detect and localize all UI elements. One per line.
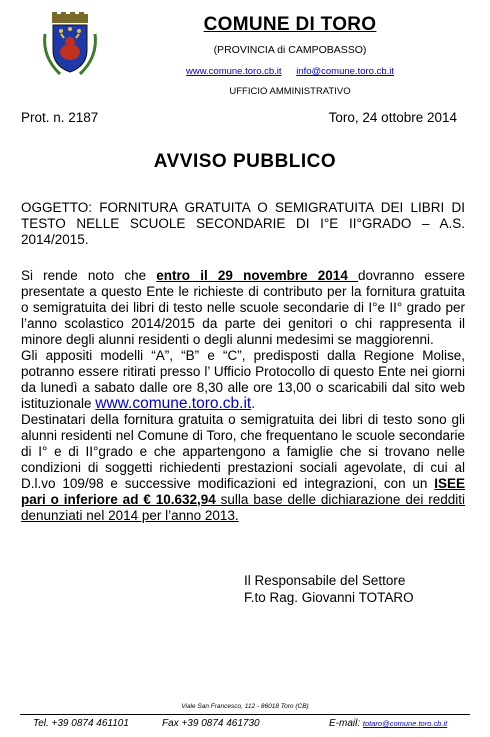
signature-role: Il Responsabile del Settore [244,573,406,588]
municipal-crest-icon [40,12,100,78]
notice-body [21,268,465,524]
signature-name: F.to Rag. Giovanni TOTARO [244,590,414,605]
deadline-text: entro il 29 novembre 2014 [156,268,359,283]
footer-telephone: Tel. +39 0874 461101 [33,718,129,729]
place-date: Toro, 24 ottobre 2014 [328,110,457,125]
header-links [110,66,470,77]
paragraph2-text: Gli appositi modelli “A”, “B” e “C”, predisposti dalla Regione Molise, potranno essere ritirati presso l’ Ufficio Protocollo di questo Ente nei giorni da lunedì a sabato dalle ore 8,30 alle ore 13,00 o scaricabili dal sito web istituzionale [21,348,465,411]
footer-email-label: E-mail: [329,718,363,729]
website-link[interactable]: www.comune.toro.cb.it [185,66,282,77]
notice-title: AVVISO PUBBLICO [153,151,337,172]
paragraph1-intro: Si rende noto che [21,268,157,283]
province-label: (PROVINCIA di CAMPOBASSO) [213,44,367,56]
paragraph1-text: dovranno essere presentate a questo Ente le richieste di contributo per la fornitura gratuita o semigratuita dei libri di testo nelle scuole secondarie di I°e II° grado per l’anno scolastico 2014/2015 da parte dei genitori o chi rappresenta il minore degli alunni residenti o degli alunni medesimi se maggiorenni. [21,268,466,347]
paragraph3-text: Destinatari della fornitura gratuita o semigratuita dei libri di testo sono gli alunni residenti nel Comune di Toro, che frequentano le scuole secondarie di I° e di II°grado e che appartengono a famiglie che si trovano nelle condizioni di soggetti richiedenti prestazioni sociali agevolate, di cui al D.l.vo 109/98 e successive modificazioni ed integrazioni, con un [21,412,465,491]
isee-threshold: ISEE pari o inferiore ad € 10.632,94 [21,476,465,507]
email-link[interactable]: info@comune.toro.cb.it [296,66,395,77]
website-link-body[interactable]: www.comune.toro.cb.it [95,395,252,412]
signature-block [244,572,414,606]
footer-email-link[interactable]: totaro@comune.toro.cb.it [362,719,448,728]
municipality-title: COMUNE DI TORO [203,14,377,35]
paragraph2-end: . [251,396,255,411]
paragraph3-end: sulla base delle dichiarazione dei redditi denunziati nel 2014 per l’anno 2013. [21,492,465,523]
office-label: UFFICIO AMMINISTRATIVO [229,86,351,97]
footer-email [329,718,447,729]
footer-fax: Fax +39 0874 461730 [162,718,260,729]
protocol-number: Prot. n. 2187 [21,110,99,125]
subject-paragraph: OGGETTO: FORNITURA GRATUITA O SEMIGRATUITA DEI LIBRI DI TESTO NELLE SCUOLE SECONDARIE DI I°E II°GRADO – A.S. 2014/2015. [21,200,465,247]
footer-address: Viale San Francesco, 112 - 86018 Toro (CB) [181,703,309,710]
footer-divider [20,714,470,715]
